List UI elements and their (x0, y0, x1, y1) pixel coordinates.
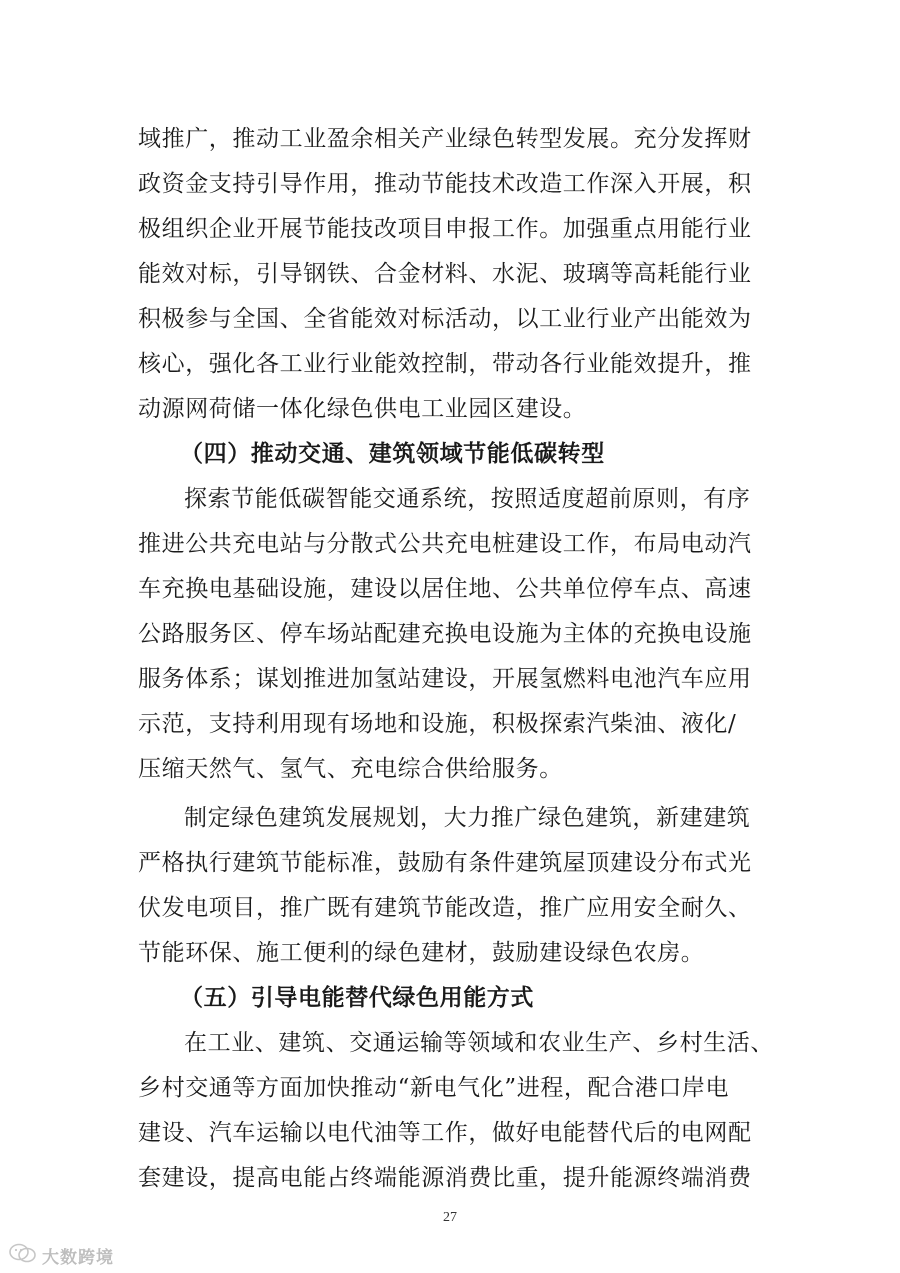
text-line: 公路服务区、停车场站配建充换电设施为主体的充换电设施 (138, 621, 752, 647)
text-line: 节能环保、施工便利的绿色建材，鼓励建设绿色农房。 (138, 940, 705, 966)
text-line: 积极参与全国、全省能效对标活动，以工业行业产出能效为 (138, 306, 752, 332)
text-line: 政资金支持引导作用，推动节能技术改造工作深入开展，积 (138, 171, 752, 197)
watermark (8, 1242, 114, 1268)
page-number: 27 (443, 1210, 457, 1225)
text-line: 制定绿色建筑发展规划，大力推广绿色建筑，新建建筑 (184, 805, 751, 831)
text-line: 建设、汽车运输以电代油等工作，做好电能替代后的电网配 (138, 1120, 752, 1146)
text-line: 套建设，提高电能占终端能源消费比重，提升能源终端消费 (138, 1165, 752, 1191)
wechat-logo-icon (8, 1242, 38, 1268)
text-line: 核心，强化各工业行业能效控制，带动各行业能效提升，推 (138, 351, 752, 377)
watermark-text: 大数跨境 (42, 1247, 114, 1268)
text-line: 能效对标，引导钢铁、合金材料、水泥、玻璃等高耗能行业 (138, 261, 752, 287)
text-line: 动源网荷储一体化绿色供电工业园区建设。 (138, 396, 587, 422)
section-heading-5: （五）引导电能替代绿色用能方式 (180, 985, 534, 1011)
section-heading-4: （四）推动交通、建筑领域节能低碳转型 (180, 441, 605, 467)
text-line: 在工业、建筑、交通运输等领域和农业生产、乡村生活、 (184, 1030, 774, 1056)
text-line: 推进公共充电站与分散式公共充电桩建设工作，布局电动汽 (138, 531, 752, 557)
text-line: 压缩天然气、氢气、充电综合供给服务。 (138, 756, 563, 782)
text-line: 探索节能低碳智能交通系统，按照适度超前原则，有序 (184, 486, 751, 512)
text-line: 车充换电基础设施，建设以居住地、公共单位停车点、高速 (138, 576, 752, 602)
text-line: 域推广，推动工业盈余相关产业绿色转型发展。充分发挥财 (138, 126, 752, 152)
text-line: 极组织企业开展节能技改项目申报工作。加强重点用能行业 (138, 216, 752, 242)
text-line: 示范，支持利用现有场地和设施，积极探索汽柴油、液化/ (138, 711, 737, 737)
text-line: 伏发电项目，推广既有建筑节能改造，推广应用安全耐久、 (138, 895, 752, 921)
text-line: 严格执行建筑节能标准，鼓励有条件建筑屋顶建设分布式光 (138, 850, 752, 876)
text-line: 乡村交通等方面加快推动“新电气化”进程，配合港口岸电 (138, 1075, 730, 1101)
text-line: 服务体系；谋划推进加氢站建设，开展氢燃料电池汽车应用 (138, 666, 752, 692)
